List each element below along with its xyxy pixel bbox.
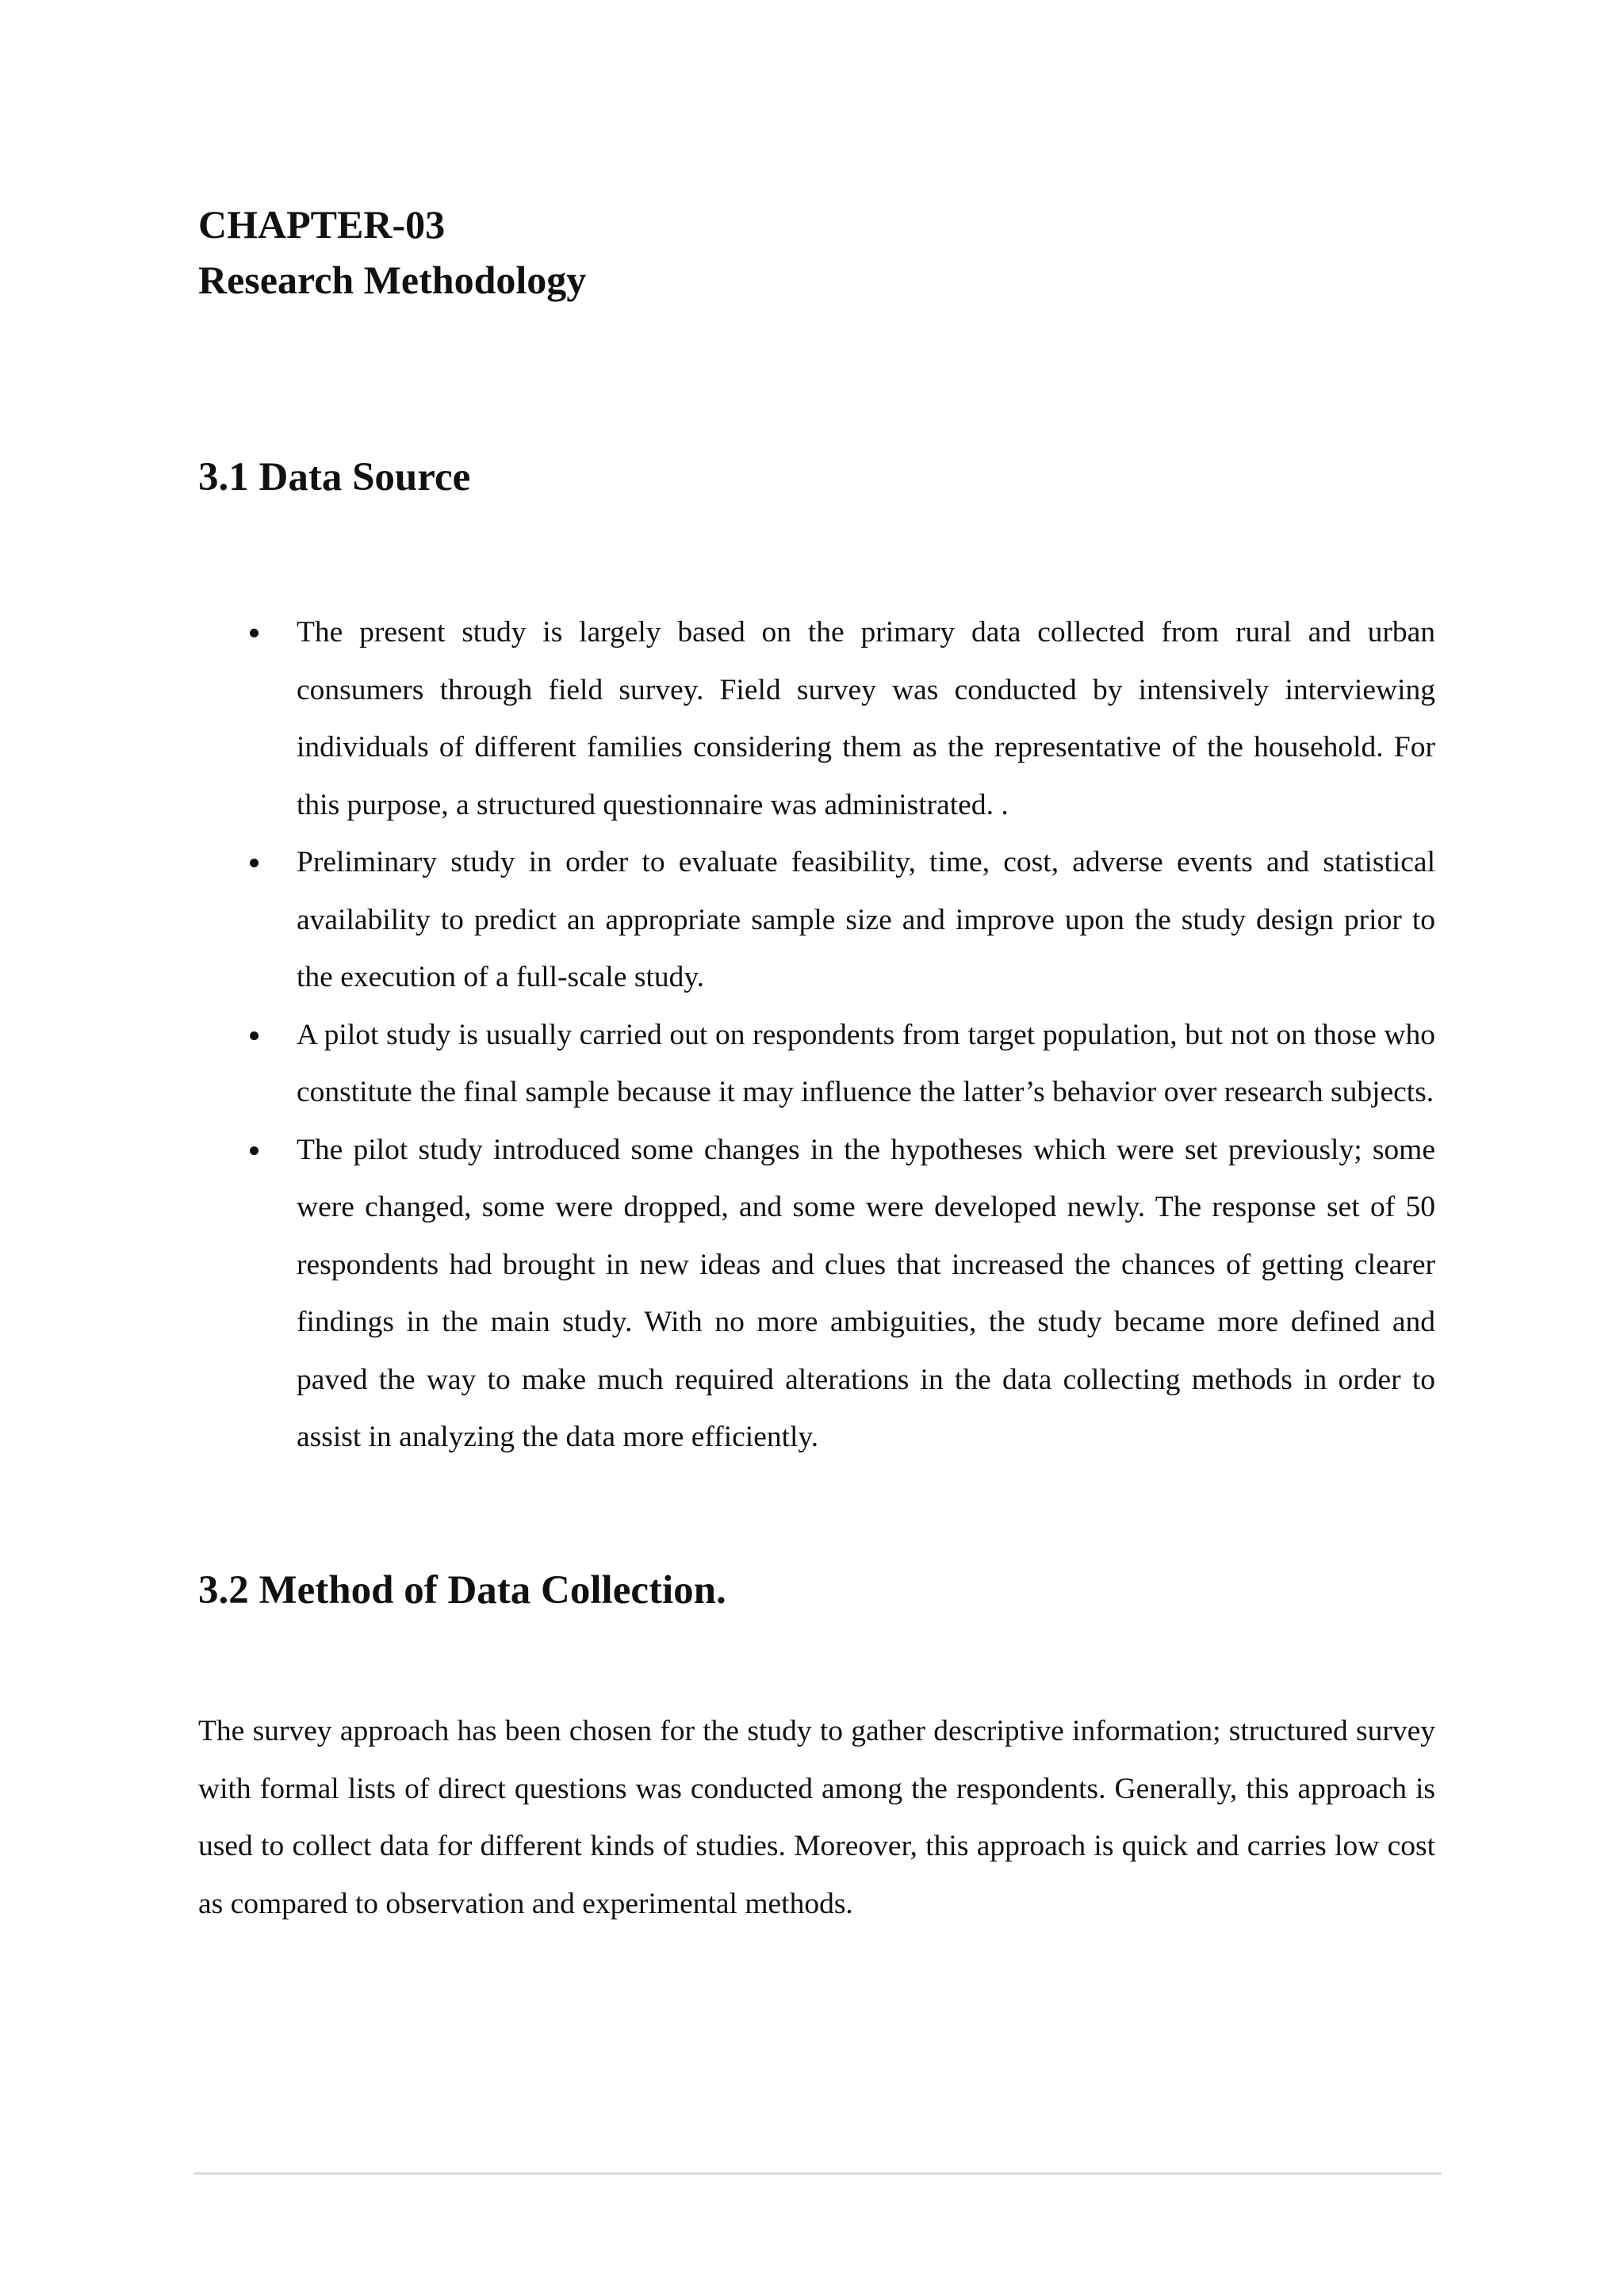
section-heading-method-of-data-collection: 3.2 Method of Data Collection. <box>198 1568 726 1613</box>
chapter-title: Research Methodology <box>198 258 587 302</box>
chapter-label: CHAPTER-03 <box>198 202 446 247</box>
bullet-icon <box>250 1031 259 1040</box>
bullet-text: Preliminary study in order to evaluate feasibility, time, cost, adverse events and statistical availability to predict an appropriate sample size and improve upon the study design prior to the execution of a full-scale study. <box>297 846 1435 993</box>
data-source-bullet-list <box>198 604 1435 1467</box>
bullet-text: The pilot study introduced some changes in the hypotheses which were set previously; some were changed, some were dropped, and some were developed newly. The response set of 50 respondents had brought in new ideas and clues that increased the chances of getting clearer findings in the main study. With no more ambiguities, the study became more defined and paved the way to make much required alterations in the data collecting methods in order to assist in analyzing the data more efficiently. <box>297 1133 1435 1453</box>
bullet-item <box>198 1122 1435 1467</box>
method-paragraph: The survey approach has been chosen for the study to gather descriptive information; structured survey with formal lists of direct questions was conducted among the respondents. Generally, this approach is used to collect data for different kinds of studies. Moreover, this approach is quick and carries low cost as compared to observation and experimental methods. <box>198 1715 1435 1920</box>
bullet-icon <box>250 1146 259 1155</box>
bullet-icon <box>250 859 259 867</box>
bullet-item <box>198 604 1435 834</box>
bullet-text: The present study is largely based on the primary data collected from rural and urban consumers through field survey. Field survey was conducted by intensively interviewing individuals of different families considering them as the representative of the household. For this purpose, a structured questionnaire was administrated. . <box>297 616 1435 821</box>
bullet-item <box>198 834 1435 1007</box>
bullet-text: A pilot study is usually carried out on respondents from target population, but not on those who constitute the final sample because it may influence the latter’s behavior over research subjects. <box>297 1018 1435 1108</box>
section-heading-data-source: 3.1 Data Source <box>198 455 471 499</box>
footer-divider <box>193 2172 1442 2175</box>
bullet-icon <box>250 629 259 637</box>
bullet-item <box>198 1007 1435 1122</box>
chapter-heading <box>198 197 586 308</box>
